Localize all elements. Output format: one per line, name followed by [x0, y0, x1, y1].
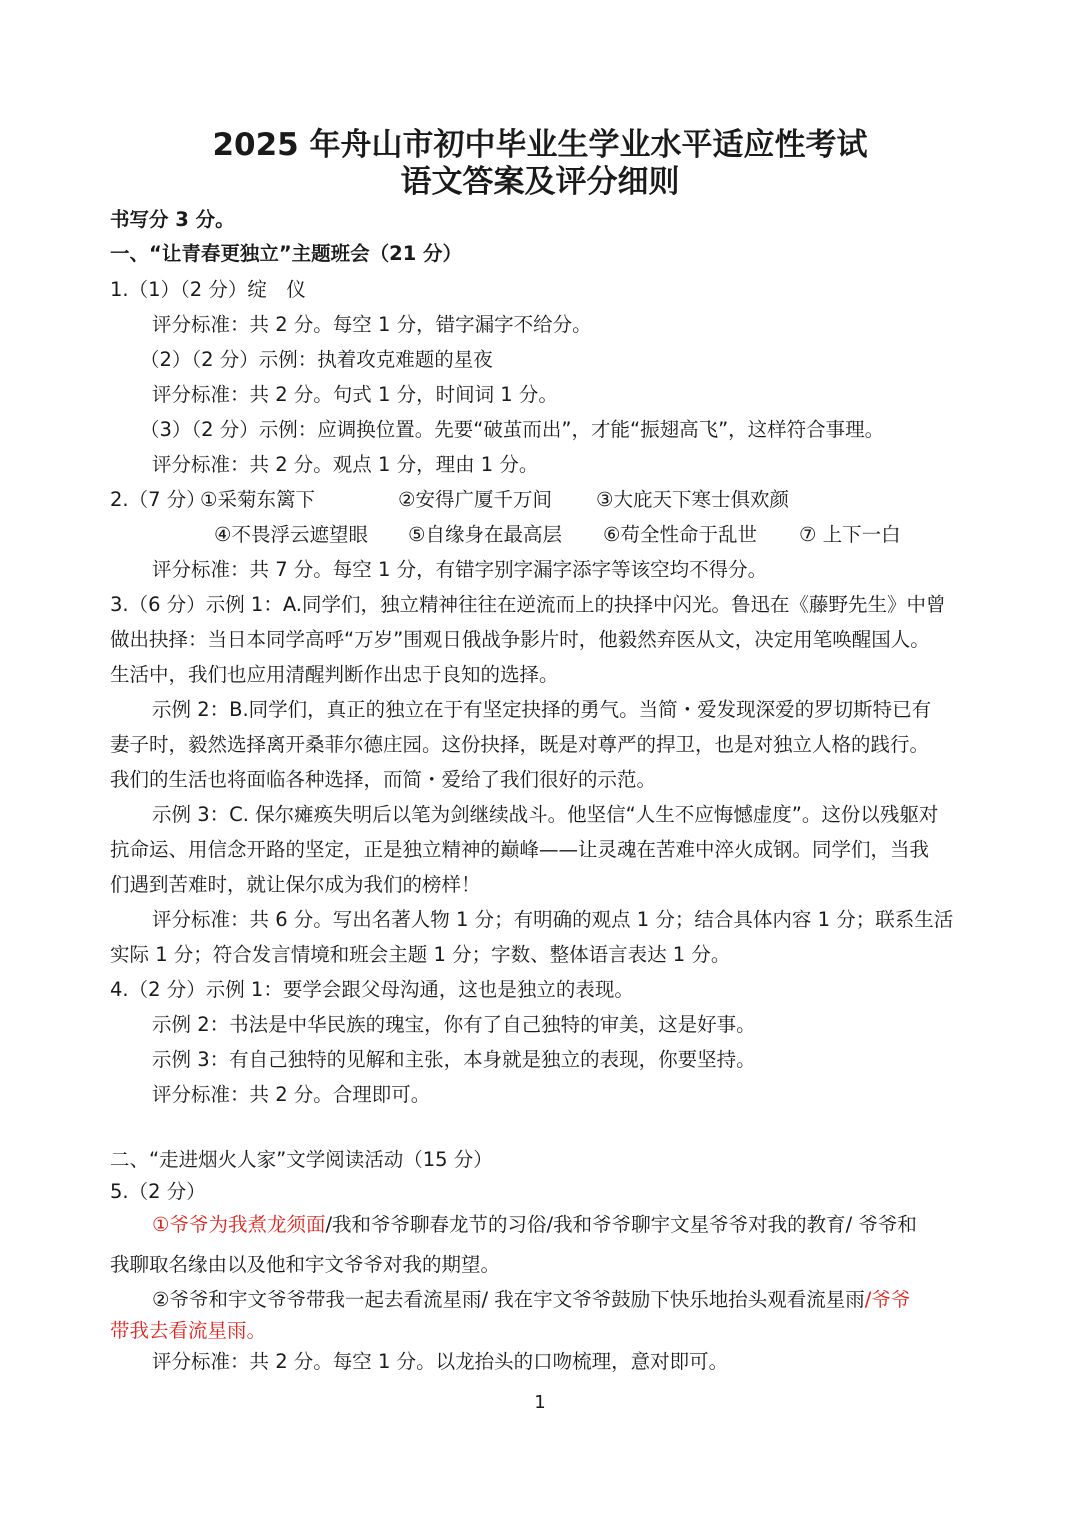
q3-line: 做出抉择：当日本同学高呼“万岁”围观日俄战争影片时，他毅然弃医从文，决定用笔唤醒国人。: [110, 628, 930, 651]
q5-answer-2: [152, 1284, 910, 1316]
handwriting-score: 书写分 3 分。: [110, 208, 235, 231]
q3-line: 示例 2：B.同学们，真正的独立在于有坚定抉择的勇气。当简・爱发现深爱的罗切斯特已有: [152, 698, 932, 721]
q5-answer-1-cont: 我聊取名缘由以及他和宇文爷爷对我的期望。: [110, 1253, 501, 1276]
q3-line: 3.（6 分）示例 1：A.同学们，独立精神往往在逆流而上的抉择中闪光。鲁迅在《藤野先生》中曾: [110, 593, 946, 616]
q3-line: 抗命运、用信念开路的坚定，正是独立精神的巅峰——让灵魂在苦难中淬火成钢。同学们，当我: [110, 838, 930, 861]
q5-answer-2-highlight: /爷爷: [864, 1288, 911, 1311]
q1-part2-standard: 评分标准：共 2 分。句式 1 分，时间词 1 分。: [152, 383, 558, 406]
q3-line: 妻子时，毅然选择离开桑菲尔德庄园。这份抉择，既是对尊严的捍卫，也是对独立人格的践行。: [110, 733, 930, 756]
section2-heading: 二、“走进烟火人家”文学阅读活动（15 分）: [110, 1148, 493, 1171]
q3-line: 们遇到苦难时，就让保尔成为我们的榜样！: [110, 873, 481, 896]
q5-answer-1-highlight: ①爷爷为我煮龙须面: [152, 1213, 326, 1236]
q5-label: 5.（2 分）: [110, 1180, 206, 1203]
q5-standard: 评分标准：共 2 分。每空 1 分。以龙抬头的口吻梳理，意对即可。: [152, 1350, 729, 1373]
q2-answer-3: ③大庇天下寒士俱欢颜: [596, 488, 789, 511]
q3-line: 我们的生活也将面临各种选择，而简・爱给了我们很好的示范。: [110, 768, 657, 791]
q3-standard-cont: 实际 1 分；符合发言情境和班会主题 1 分；字数、整体语言表达 1 分。: [110, 943, 731, 966]
q4-line: 4.（2 分）示例 1：要学会跟父母沟通，这也是独立的表现。: [110, 978, 634, 1001]
q2-answer-4: ④不畏浮云遮望眼: [214, 523, 368, 546]
page-title: 2025 年舟山市初中毕业生学业水平适应性考试: [212, 127, 868, 163]
q2-answer-7: ⑦ 上下一白: [799, 523, 901, 546]
q3-line: 示例 3：C. 保尔瘫痪失明后以笔为剑继续战斗。他坚信“人生不应悔憾虚度”。这份以残躯对: [152, 803, 939, 826]
q1-part1-standard: 评分标准：共 2 分。每空 1 分，错字漏字不给分。: [152, 313, 592, 336]
q2-answer-5: ⑤自缘身在最高层: [408, 523, 562, 546]
page-subtitle: 语文答案及评分细则: [400, 164, 680, 200]
q5-answer-1: [152, 1209, 917, 1241]
q1-part2: （2）（2 分）示例：执着攻克难题的星夜: [140, 348, 493, 371]
q5-answer-1-text: /我和爷爷聊春龙节的习俗/我和爷爷聊宇文星爷爷对我的教育/ 爷爷和: [325, 1213, 917, 1236]
q5-answer-2-cont: 带我去看流星雨。: [110, 1319, 267, 1342]
q2-answer-1: ①采菊东篱下: [200, 488, 315, 511]
q3-standard: 评分标准：共 6 分。写出名著人物 1 分；有明确的观点 1 分；结合具体内容 1 分；联系生活: [152, 908, 954, 931]
section1-heading: 一、“让青春更独立”主题班会（21 分）: [110, 242, 463, 265]
q3-line: 生活中，我们也应用清醒判断作出忠于良知的选择。: [110, 663, 559, 686]
q1-part3-standard: 评分标准：共 2 分。观点 1 分，理由 1 分。: [152, 453, 539, 476]
q4-line: 示例 3：有自己独特的见解和主张，本身就是独立的表现，你要坚持。: [152, 1048, 756, 1071]
q1-part3: （3）（2 分）示例：应调换位置。先要“破茧而出”，才能“振翅高飞”，这样符合事理。: [140, 418, 885, 441]
page-number: 1: [534, 1392, 546, 1413]
q2-standard: 评分标准：共 7 分。每空 1 分，有错字别字漏字添字等该空均不得分。: [152, 558, 768, 581]
q4-standard: 评分标准：共 2 分。合理即可。: [152, 1083, 431, 1106]
q2-answer-6: ⑥苟全性命于乱世: [603, 523, 757, 546]
q4-line: 示例 2：书法是中华民族的瑰宝，你有了自己独特的审美，这是好事。: [152, 1013, 756, 1036]
q1-part1: 1.（1）（2 分）绽 仪: [110, 278, 306, 301]
q2-label: 2.（7 分）: [110, 488, 206, 511]
q2-answer-2: ②安得广厦千万间: [398, 488, 552, 511]
q5-answer-2-text: ②爷爷和宇文爷爷带我一起去看流星雨/ 我在宇文爷爷鼓励下快乐地抬头观看流星雨: [152, 1288, 865, 1311]
